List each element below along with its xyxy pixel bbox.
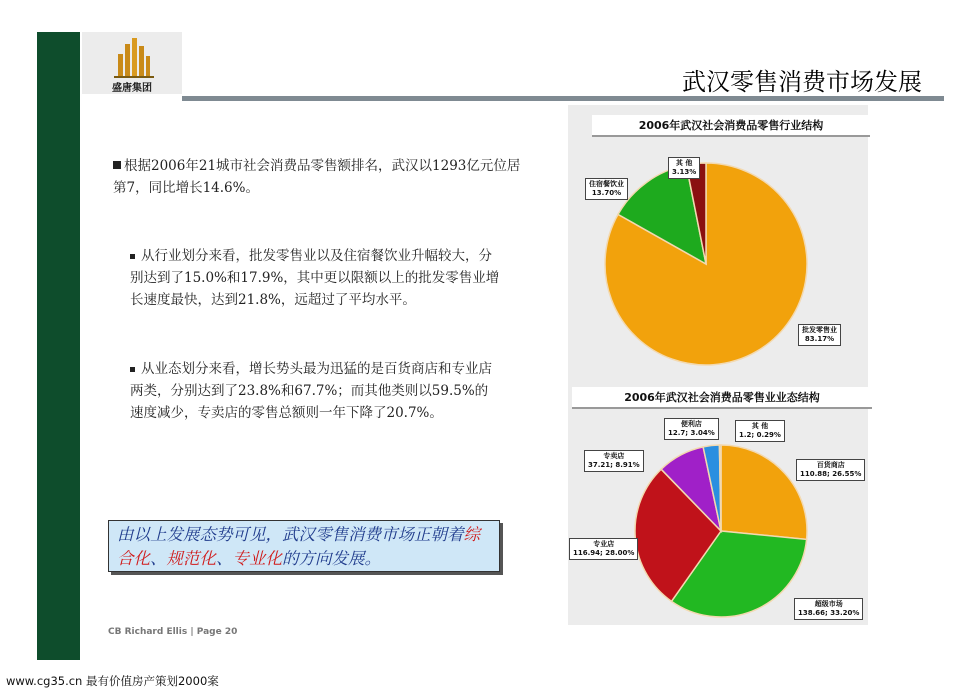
- conclusion-highlight: 规范化: [166, 549, 216, 568]
- label-value: 1.2; 0.29%: [739, 431, 781, 439]
- label-value: 3.13%: [672, 168, 697, 176]
- conclusion-text: 由以上发展态势可见，武汉零售消费市场正朝着: [117, 525, 464, 544]
- label-name: 便利店: [680, 420, 702, 428]
- label-name: 其 他: [751, 422, 769, 430]
- conclusion-sep: 、: [216, 549, 233, 568]
- conclusion-highlight: 综合化: [117, 525, 480, 568]
- chart2-label-supermarket: [794, 598, 863, 620]
- chart2-label-department: [796, 459, 865, 481]
- bullet-format-text: 从业态划分来看，增长势头最为迅猛的是百货商店和专业店两类，分别达到了23.8%和67.7%；而其他类则以59.5%的速度减少，专卖店的零售总额则一年下降了20.7%。: [130, 361, 492, 421]
- label-name: 住宿餐饮业: [589, 180, 624, 188]
- label-value: 110.88; 26.55%: [800, 470, 862, 478]
- label-name: 百货商店: [816, 461, 845, 469]
- logo-text: 盛唐集团: [112, 83, 152, 94]
- page-title: 武汉零售消费市场发展: [682, 68, 922, 96]
- label-value: 83.17%: [804, 335, 835, 343]
- chart1-label-other: [668, 157, 700, 179]
- label-name: 批发零售业: [802, 326, 837, 334]
- bullet-industry-text: 从行业划分来看，批发零售业以及住宿餐饮业升幅较大，分别达到了15.0%和17.9%，其中更以限额以上的批发零售业增长速度最快，达到21.8%，远超过了平均水平。: [130, 248, 500, 308]
- page-footer: CB Richard Ellis | Page 20: [108, 627, 238, 637]
- label-name: 专卖店: [603, 452, 625, 460]
- chart1-title: 2006年武汉社会消费品零售行业结构: [592, 115, 870, 137]
- label-name: 专业店: [593, 540, 615, 548]
- chart2-label-specialty-store: [584, 450, 644, 472]
- label-value: 116.94; 28.00%: [573, 549, 635, 557]
- conclusion-highlight: 专业化: [232, 549, 282, 568]
- label-value: 138.66; 33.20%: [798, 609, 860, 617]
- chart2-slice-0: [721, 445, 807, 539]
- label-value: 12.7; 3.04%: [668, 429, 715, 437]
- chart1-label-wholesale: [798, 324, 841, 346]
- watermark-text: www.cg35.cn 最有价值房产策划2000案: [6, 674, 219, 688]
- conclusion-text: 的方向发展。: [282, 549, 381, 568]
- chart2-label-convenience: [664, 418, 719, 440]
- chart2-label-other: [735, 420, 785, 442]
- intro-text: 根据2006年21城市社会消费品零售额排名，武汉以1293亿元位居第7，同比增长14.6%。: [113, 158, 521, 196]
- conclusion-sep: 、: [150, 549, 167, 568]
- label-value: 37.21; 8.91%: [588, 461, 640, 469]
- label-name: 其 他: [675, 159, 693, 167]
- label-name: 超级市场: [814, 600, 843, 608]
- chart1-label-catering: [585, 178, 628, 200]
- chart2-label-professional: [569, 538, 638, 560]
- label-value: 13.70%: [591, 189, 622, 197]
- chart2-title: 2006年武汉社会消费品零售业业态结构: [572, 387, 872, 409]
